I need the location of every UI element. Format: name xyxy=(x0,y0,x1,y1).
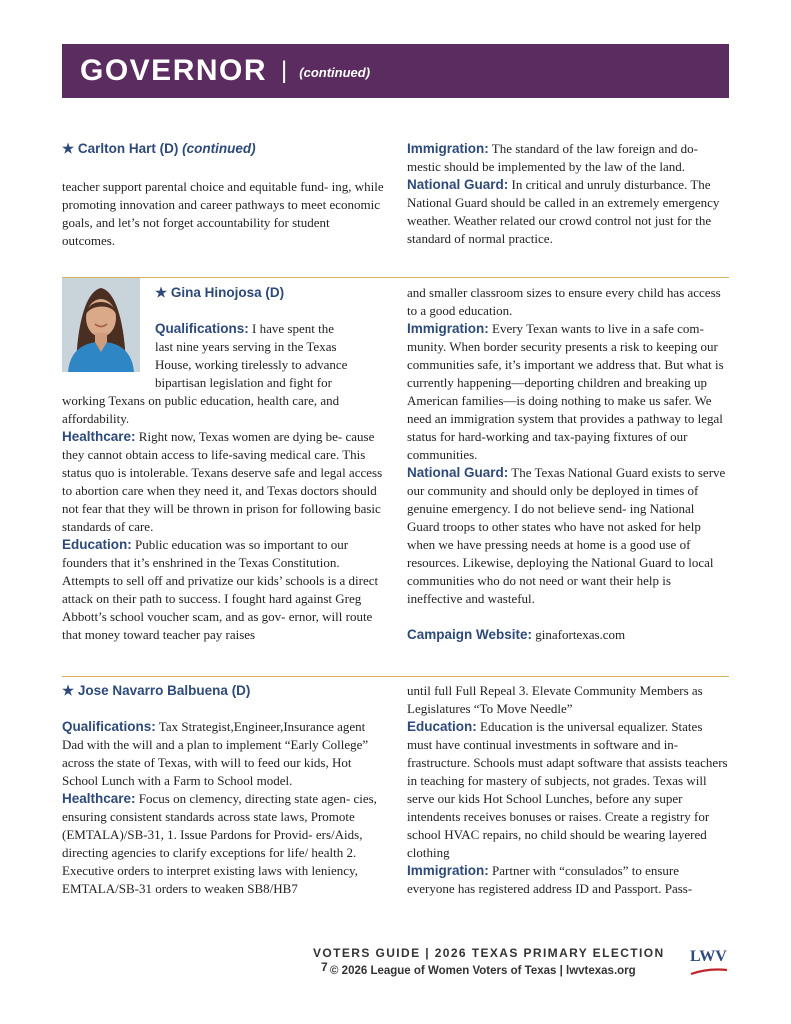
star-icon: ★ xyxy=(62,683,75,698)
hinojosa-qualifications-l2: last nine years serving in the Texas xyxy=(155,339,337,354)
continued-label: (continued) xyxy=(182,141,256,156)
page-number: 7 xyxy=(321,960,330,974)
hinojosa-qualifications-l4: bipartisan legislation and fight for xyxy=(155,375,332,390)
healthcare-label: Healthcare: xyxy=(62,429,136,444)
candidate-name-hart: ★ Carlton Hart (D) (continued) xyxy=(62,141,256,156)
immigration-label: Immigration: xyxy=(407,863,489,878)
hinojosa-healthcare: Healthcare: Right now, Texas women are dying be- cause they cannot obtain access to life-saving medical care. This status quo is intolerable. Texans deserve safe and legal access to abortion care when they need it, and Texas doctors should not fear that they will be thrown in prison for following basic standards of care. xyxy=(62,429,383,534)
section-divider xyxy=(62,277,729,278)
hinojosa-website xyxy=(407,626,729,644)
hart-immigration: Immigration: The standard of the law foreign and do- mestic should be implemented by the law of the land. xyxy=(407,141,698,174)
page-title: GOVERNOR xyxy=(80,54,268,87)
hinojosa-education: Education: Public education was so important to our founders that it’s enshrined in the Texas Constitution. Attempts to sell off and privatize our kids’ schools is a direct attack on their path to success. I fought hard against Greg Abbott’s school voucher scam, and as gov- ernor, will route that money toward teacher pay raises xyxy=(62,537,379,642)
balbuena-immigration: Immigration: Partner with “consulados” to ensure everyone has registered address ID and Passport. Pass- xyxy=(407,863,693,896)
national-guard-label: National Guard: xyxy=(407,177,509,192)
hart-right-column xyxy=(407,140,729,248)
hart-left-column xyxy=(62,140,384,250)
candidate-name-balbuena: ★ Jose Navarro Balbuena (D) xyxy=(62,683,251,698)
hinojosa-qualifications-l1: Qualifications: I have spent the xyxy=(155,321,334,336)
healthcare-label: Healthcare: xyxy=(62,791,136,806)
logo-swoosh xyxy=(690,968,728,976)
education-label: Education: xyxy=(407,719,477,734)
star-icon: ★ xyxy=(62,141,75,156)
balbuena-healthcare: Healthcare: Focus on clemency, directing state agen- cies, ensuring consistent standards across state laws, Promote (EMTALA)/SB-31, 1. Issue Pardons for Provid- ers/Aids, directing agencies to clarify exceptions for life/ health 2. Executive orders to interpret existing laws with leniency, EMTALA/SB-31 orders to weaken SB8/HB7 xyxy=(62,791,377,896)
hinojosa-qualifications-rest: working Texans on public education, health care, and affordability. xyxy=(62,393,340,426)
footer-copyright: © 2026 League of Women Voters of Texas | lwvtexas.org xyxy=(330,965,636,977)
footer-title: VOTERS GUIDE | 2026 TEXAS PRIMARY ELECTION xyxy=(313,946,665,960)
section-divider xyxy=(62,676,729,677)
qualifications-label: Qualifications: xyxy=(62,719,156,734)
hinojosa-left-column xyxy=(62,284,384,644)
balbuena-education: Education: Education is the universal equalizer. States must have continual investments in software and in- frastructure. Schools must adapt software that assists teachers in teaching for mastery of subjects, not grades. Texas will serve our kids Hot School Lunches, before any super intendents receives bonuses or raises. Create a registry for school HVAC repairs, no child should be wearing layered clothing xyxy=(407,719,728,860)
hinojosa-education-cont: and smaller classroom sizes to ensure every child has access to a good education. xyxy=(407,285,721,318)
candidate-name-hinojosa: ★ Gina Hinojosa (D) xyxy=(155,285,285,300)
balbuena-qualifications: Qualifications: Tax Strategist,Engineer,Insurance agent Dad with the will and a plan to implement “Early College” across the state of Texas, with will to feed our kids, Hot School Lunch with a Farm to School model. xyxy=(62,719,369,788)
lwv-logo-icon: LWV xyxy=(690,948,730,978)
hinojosa-immigration: Immigration: Every Texan wants to live in a safe com- munity. When border security presents a risk to keeping our communities safe, it’s important we address that. But what is currently happening—deporting children and breaking up American families—is doing nothing to make us safer. We need an immigration system that provides a pathway to legal status for hard-working and tax-paying fixtures of our communities. xyxy=(407,321,724,462)
campaign-website-label: Campaign Website: xyxy=(407,627,533,642)
education-label: Education: xyxy=(62,537,132,552)
qualifications-label: Qualifications: xyxy=(155,321,249,336)
immigration-label: Immigration: xyxy=(407,321,489,336)
section-banner xyxy=(62,44,729,98)
balbuena-healthcare-cont: until full Full Repeal 3. Elevate Community Members as Legislatures “To Move Needle” xyxy=(407,683,703,716)
hart-national-guard: National Guard: In critical and unruly disturbance. The National Guard should be called in an extremely emergency weather. Weather related our crowd control not just for the standard of normal practice. xyxy=(407,177,720,246)
hinojosa-national-guard: National Guard: The Texas National Guard exists to serve our community and should only be deployed in times of genuine emergency. I do not believe send- ing National Guard troops to other states who have not asked for help when we have pressing needs at home is a good use of resources. Likewise, deploying the National Guard to local communities who do not need or want their help is ineffective and wasteful. xyxy=(407,465,726,606)
campaign-website-link[interactable]: ginafortexas.com xyxy=(535,627,626,642)
balbuena-right-column xyxy=(407,682,729,898)
star-icon: ★ xyxy=(155,285,168,300)
banner-separator: | xyxy=(281,57,288,84)
hart-continued-text: teacher support parental choice and equitable fund- ing, while promoting innovation and career pathways to meet economic goals, and let’s not forget accountability for student outcomes. xyxy=(62,179,384,248)
immigration-label: Immigration: xyxy=(407,141,489,156)
hinojosa-qualifications-l3: House, working tirelessly to advance xyxy=(155,357,348,372)
banner-subtitle: (continued) xyxy=(299,64,371,80)
balbuena-left-column xyxy=(62,682,384,898)
hinojosa-right-column xyxy=(407,284,729,644)
national-guard-label: National Guard: xyxy=(407,465,509,480)
